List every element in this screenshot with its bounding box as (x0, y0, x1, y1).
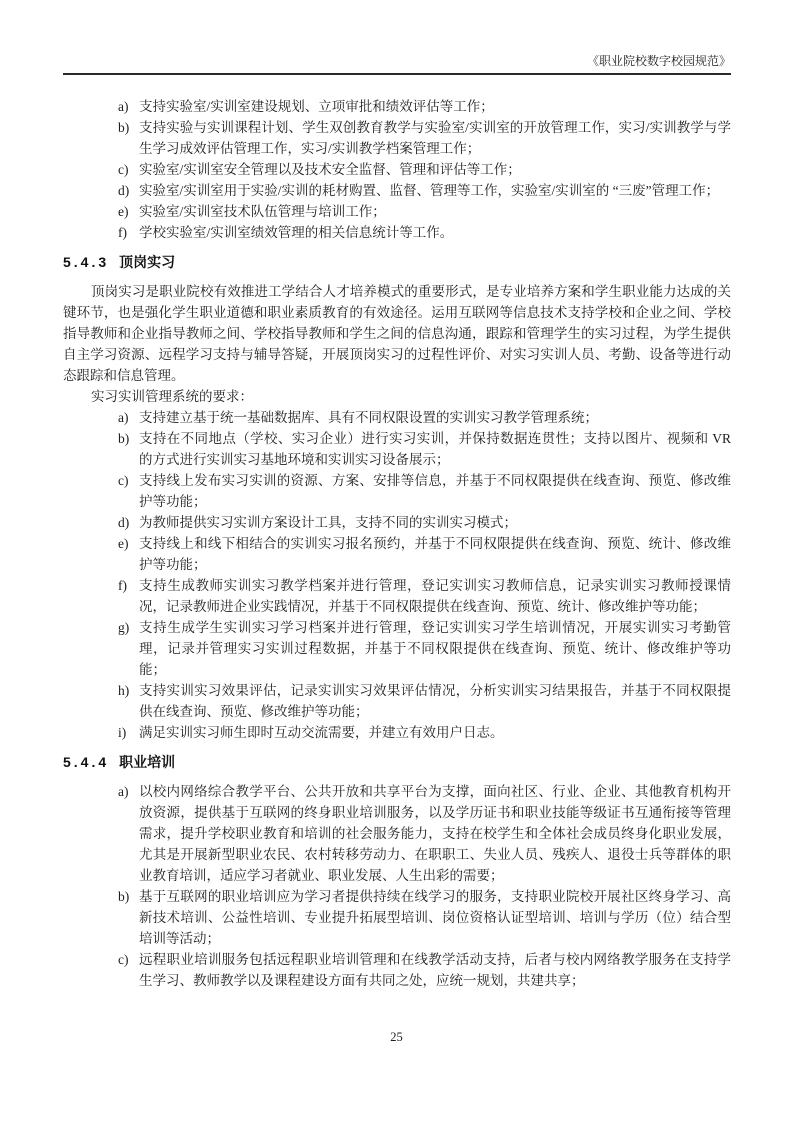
list-item-marker: a) (118, 410, 129, 425)
list-item-text: 基于互联网的职业培训应为学习者提供持续在线学习的服务，支持职业院校开展社区终身学习、高新技术培训、公益性培训、专业提升拓展型培训、岗位资格认证型培训、培训与学历（位）结合型培训等活动； (139, 889, 731, 946)
list-item-text: 支持生成教师实训实习教学档案并进行管理，登记实训实习教师信息，记录实训实习教师授课情况，记录教师进企业实践情况，并基于不同权限提供在线查询、预览、统计、修改维护等功能； (139, 578, 731, 614)
section-heading-5-4-3 (63, 251, 731, 273)
list-item (63, 617, 731, 680)
lab-management-list (63, 96, 731, 243)
list-item (63, 96, 731, 117)
list-item-text: 支持实验室/实训室建设规划、立项审批和绩效评估等工作； (139, 99, 494, 114)
list-item-text: 支持在不同地点（学校、实习企业）进行实习实训，并保持数据连贯性；支持以图片、视频和 VR 的方式进行实训实习基地环境和实训实习设备展示； (139, 431, 731, 467)
list-item (63, 428, 731, 470)
list-item-marker: h) (118, 683, 130, 698)
list-item-text: 以校内网络综合教学平台、公共开放和共享平台为支撑，面向社区、行业、企业、其他教育机构开放资源，提供基于互联网的终身职业培训服务，以及学历证书和职业技能等级证书互通衔接等管理需求，提升学校职业教育和培训的社会服务能力，支持在校学生和全体社会成员终身化职业发展，尤其是开展新型职业农民、农村转移劳动力、在职职工、失业人员、残疾人、退役士兵等群体的职业教育培训，适应学习者就业、职业发展、人生出彩的需要； (139, 784, 731, 883)
header-rule (63, 73, 731, 75)
list-item (63, 533, 731, 575)
list-item (63, 180, 731, 201)
list-item (63, 781, 731, 886)
list-item (63, 680, 731, 722)
list-item-marker: f) (118, 578, 127, 593)
internship-requirements-list (63, 407, 731, 743)
list-item-text: 支持实验与实训课程计划、学生双创教育教学与实验室/实训室的开放管理工作，实习/实训教学与学生学习成效评估管理工作，实习/实训教学档案管理工作； (139, 120, 731, 156)
list-item-marker: d) (118, 515, 130, 530)
list-item-text: 支持实训实习效果评估，记录实训实习效果评估情况，分析实训实习结果报告，并基于不同权限提供在线查询、预览、修改维护等功能； (139, 683, 731, 719)
list-item-text: 支持生成学生实训实习学习档案并进行管理，登记实训实习学生培训情况，开展实训实习考勤管理，记录并管理实习实训过程数据，并基于不同权限提供在线查询、预览、统计、修改维护等功能； (139, 620, 731, 677)
page-header (63, 54, 731, 69)
list-item-marker: a) (118, 784, 129, 799)
list-item-marker: b) (118, 120, 130, 135)
list-item (63, 722, 731, 743)
section-title: 顶岗实习 (119, 254, 176, 270)
list-item-marker: b) (118, 431, 130, 446)
list-item (63, 512, 731, 533)
list-item-marker: i) (118, 725, 127, 740)
list-item (63, 575, 731, 617)
list-item (63, 949, 731, 991)
list-item-text: 实验室/实训室安全管理以及技术安全监督、管理和评估等工作； (139, 162, 521, 177)
section-heading-5-4-4 (63, 751, 731, 773)
list-item (63, 201, 731, 222)
page-number: 25 (390, 1030, 403, 1044)
list-item-text: 实验室/实训室技术队伍管理与培训工作； (139, 204, 386, 219)
list-item-text: 支持线上和线下相结合的实训实习报名预约，并基于不同权限提供在线查询、预览、统计、修改维护等功能； (139, 536, 731, 572)
list-item-text: 支持建立基于统一基础数据库、具有不同权限设置的实训实习教学管理系统； (139, 410, 598, 425)
list-item-marker: c) (118, 952, 129, 967)
list-item-marker: g) (118, 620, 130, 635)
list-item-marker: a) (118, 99, 129, 114)
list-item-marker: c) (118, 162, 129, 177)
list-item (63, 117, 731, 159)
list-item-text: 为教师提供实习实训方案设计工具，支持不同的实训实习模式； (139, 515, 517, 530)
list-item-text: 学校实验室/实训室绩效管理的相关信息统计等工作。 (139, 225, 454, 240)
list-item-marker: f) (118, 225, 127, 240)
section-5-4-3-paragraph: 顶岗实习是职业院校有效推进工学结合人才培养模式的重要形式，是专业培养方案和学生职业能力达成的关键环节，也是强化学生职业道德和职业素质教育的有效途径。运用互联网等信息技术支持学校和企业之间、学校指导教师和企业指导教师之间、学校指导教师和学生之间的信息沟通，跟踪和管理学生的实习过程，为学生提供自主学习资源、远程学习支持与辅导答疑，开展顶岗实习的过程性评价、对实习实训人员、考勤、设备等进行动态跟踪和信息管理。 (63, 284, 731, 383)
running-header-title: 《职业院校数字校园规范》 (586, 54, 731, 68)
list-item (63, 886, 731, 949)
list-item-text: 远程职业培训服务包括远程职业培训管理和在线教学活动支持，后者与校内网络教学服务在支持学生学习、教师教学以及课程建设方面有共同之处，应统一规划，共建共享； (139, 952, 731, 988)
list-item-marker: b) (118, 889, 130, 904)
list-item-marker: c) (118, 473, 129, 488)
list-item-marker: d) (118, 183, 130, 198)
list-item (63, 407, 731, 428)
section-title: 职业培训 (119, 754, 176, 770)
list-item-text: 支持线上发布实习实训的资源、方案、安排等信息，并基于不同权限提供在线查询、预览、修改维护等功能； (139, 473, 731, 509)
list-item-marker: e) (118, 204, 129, 219)
list-item-marker: e) (118, 536, 129, 551)
list-item-text: 满足实训实习师生即时互动交流需要，并建立有效用户日志。 (139, 725, 504, 740)
section-5-4-3-requirements-intro: 实习实训管理系统的要求： (91, 389, 253, 404)
list-item (63, 470, 731, 512)
list-item-text: 实验室/实训室用于实验/实训的耗材购置、监督、管理等工作，实验室/实训室的 “三废”管理工作； (139, 183, 720, 198)
list-item (63, 159, 731, 180)
vocational-training-list (63, 781, 731, 991)
section-number: 5.4.3 (63, 254, 110, 270)
list-item (63, 222, 731, 243)
section-number: 5.4.4 (63, 754, 110, 770)
